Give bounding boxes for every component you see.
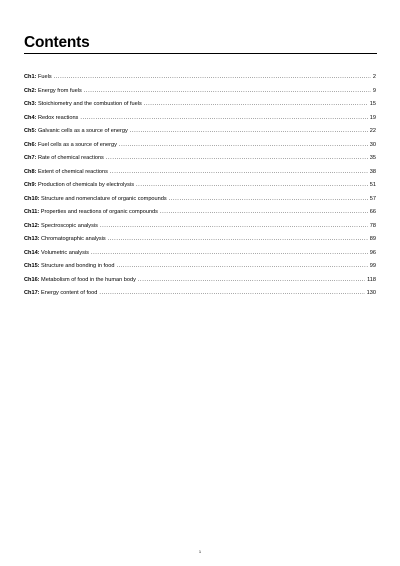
toc-dot-leader: [110, 168, 368, 176]
toc-chapter-number: Ch15:: [24, 263, 40, 269]
toc-page-number: 22: [369, 128, 376, 134]
toc-chapter-title: Galvanic cells as a source of energy: [37, 128, 128, 134]
page-number: 1: [198, 549, 202, 554]
toc-chapter-number: Ch5:: [24, 128, 37, 134]
toc-dot-leader: [138, 276, 365, 284]
toc-chapter-number: Ch12:: [24, 222, 40, 229]
toc-page-number: 30: [369, 141, 376, 148]
toc-entry[interactable]: [24, 168, 376, 182]
toc-page-number: 15: [369, 101, 376, 107]
toc-dot-leader: [91, 249, 368, 257]
toc-chapter-title: Fuels: [37, 74, 52, 80]
toc-chapter-number: Ch11:: [24, 209, 40, 215]
toc-chapter-title: Spectroscopic analysis: [41, 222, 98, 229]
toc-entry[interactable]: [24, 127, 376, 141]
toc-page-number: 51: [369, 182, 376, 188]
toc-dot-leader: [108, 235, 368, 243]
toc-page-number: 96: [369, 249, 376, 256]
toc-page-number: 118: [367, 276, 376, 283]
toc-chapter-title: Chromatographic analysis: [41, 236, 106, 242]
title-divider: [24, 53, 377, 54]
toc-entry[interactable]: [24, 181, 376, 195]
toc-dot-leader: [84, 87, 371, 95]
page-title: Contents: [24, 34, 90, 51]
toc-dot-leader: [160, 208, 368, 216]
toc-dot-leader: [80, 114, 367, 122]
toc-entry[interactable]: [24, 249, 376, 263]
toc-page-number: 9: [372, 87, 376, 94]
toc-dot-leader: [99, 289, 364, 297]
toc-dot-leader: [136, 181, 368, 189]
toc-entry[interactable]: [24, 208, 376, 222]
toc-entry[interactable]: [24, 262, 376, 276]
toc-dot-leader: [130, 127, 368, 135]
toc-dot-leader: [144, 100, 368, 108]
toc-chapter-number: Ch8:: [24, 168, 37, 175]
toc-page-number: 78: [369, 222, 376, 229]
toc-chapter-title: Structure and nomenclature of organic compounds: [41, 195, 167, 202]
toc-chapter-number: Ch6:: [24, 141, 37, 148]
toc-dot-leader: [54, 73, 371, 81]
toc-chapter-number: Ch7:: [24, 155, 37, 161]
toc-page-number: 57: [369, 195, 376, 202]
toc-chapter-number: Ch10:: [24, 195, 40, 202]
toc-dot-leader: [119, 141, 368, 149]
toc-page-number: 2: [372, 74, 376, 80]
toc-entry[interactable]: [24, 222, 376, 236]
toc-chapter-title: Fuel cells as a source of energy: [37, 141, 117, 148]
toc-page-number: 38: [369, 168, 376, 175]
toc-chapter-number: Ch16:: [24, 276, 40, 283]
toc-chapter-title: Production of chemicals by electrolysis: [37, 182, 135, 188]
toc-page-number: 99: [369, 263, 376, 269]
toc-dot-leader: [106, 154, 368, 162]
toc-entry[interactable]: [24, 87, 376, 101]
toc-dot-leader: [100, 222, 368, 230]
toc-chapter-number: Ch1:: [24, 74, 37, 80]
toc-entry[interactable]: [24, 276, 376, 290]
toc-chapter-title: Volumetric analysis: [41, 249, 89, 256]
toc-chapter-title: Stoichiometry and the combustion of fuels: [37, 101, 142, 107]
toc-chapter-title: Metabolism of food in the human body: [41, 276, 136, 283]
toc-entry[interactable]: [24, 73, 376, 87]
toc-chapter-number: Ch14:: [24, 249, 40, 256]
table-of-contents: [24, 73, 376, 303]
toc-page-number: 66: [369, 209, 376, 215]
toc-chapter-number: Ch3:: [24, 101, 37, 107]
toc-chapter-number: Ch17:: [24, 290, 40, 296]
toc-chapter-title: Structure and bonding in food: [41, 263, 115, 269]
toc-chapter-number: Ch4:: [24, 114, 37, 121]
toc-entry[interactable]: [24, 289, 376, 303]
toc-chapter-title: Energy content of food: [41, 290, 98, 296]
toc-chapter-title: Energy from fuels: [37, 87, 82, 94]
toc-page-number: 130: [366, 290, 376, 296]
toc-page-number: 19: [369, 114, 376, 121]
toc-entry[interactable]: [24, 154, 376, 168]
toc-entry[interactable]: [24, 195, 376, 209]
toc-chapter-number: Ch9:: [24, 182, 37, 188]
toc-page-number: 35: [369, 155, 376, 161]
toc-chapter-title: Properties and reactions of organic compounds: [40, 209, 158, 215]
toc-chapter-number: Ch13:: [24, 236, 40, 242]
toc-chapter-title: Rate of chemical reactions: [37, 155, 104, 161]
toc-entry[interactable]: [24, 100, 376, 114]
toc-entry[interactable]: [24, 114, 376, 128]
toc-chapter-title: Extent of chemical reactions: [37, 168, 108, 175]
toc-chapter-number: Ch2:: [24, 87, 37, 94]
toc-dot-leader: [169, 195, 368, 203]
toc-dot-leader: [116, 262, 367, 270]
toc-entry[interactable]: [24, 141, 376, 155]
toc-page-number: 89: [369, 236, 376, 242]
toc-entry[interactable]: [24, 235, 376, 249]
toc-chapter-title: Redox reactions: [37, 114, 79, 121]
